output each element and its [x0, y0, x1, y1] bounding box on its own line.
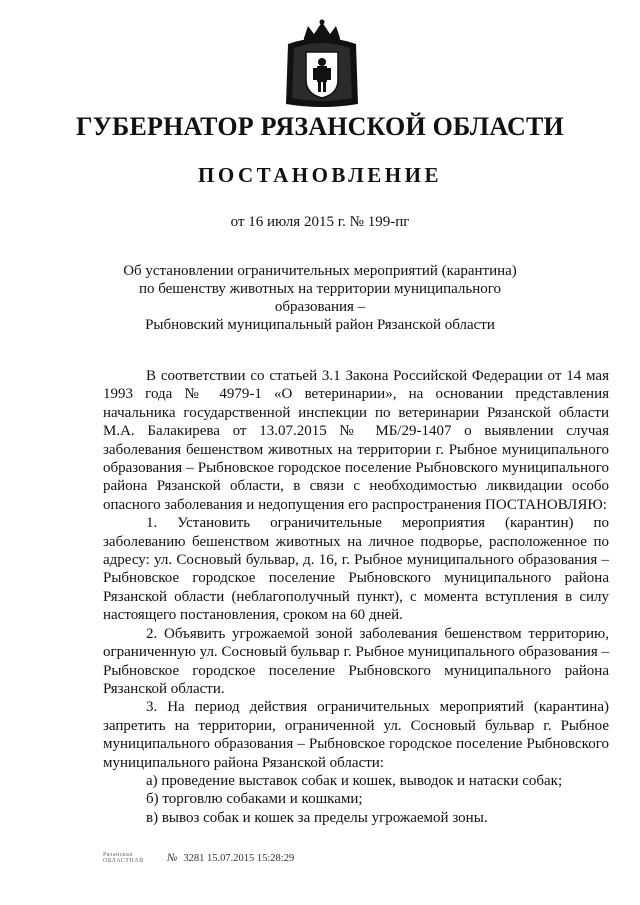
issuer-title: ГУБЕРНАТОР РЯЗАНСКОЙ ОБЛАСТИ — [76, 112, 564, 141]
coat-of-arms-icon — [282, 18, 362, 110]
registration-info: 3281 15.07.2015 15:28:29 — [183, 852, 295, 864]
document-kind: ПОСТАНОВЛЕНИЕ — [198, 163, 442, 187]
document-date-number: от 16 июля 2015 г. № 199-пг — [230, 214, 410, 230]
document-subject — [100, 262, 540, 334]
item-3b: б) торговлю собаками и кошками; — [146, 791, 363, 808]
item-3c: в) вывоз собак и кошек за пределы угрожаемой зоны. — [146, 809, 488, 826]
subject-line: Рыбновский муниципальный район Рязанской области — [145, 317, 495, 333]
subject-line: Об установлении ограничительных мероприятий (карантина) — [123, 263, 517, 279]
item-1: 1. Установить ограничительные мероприятия (карантин) по заболеванию бешенством животных на личное подворье, расположенное по адресу: ул. Сосновый бульвар, д. 16, г. Рыбное муниципального образования – Рыбновское городское поселение Рыбновского муниципального района Рязанской области (неблагополучный пункт), с момента вступления в силу настоящего постановления, сроком на 60 дней. — [103, 515, 609, 624]
preamble-paragraph: В соответствии со статьей 3.1 Закона Российской Федерации от 14 мая 1993 года № 4979-1 «О ветеринарии», на основании представления начальника государственной инспекции по ветеринарии Рязанской области М.А. Балакирева от 13.07.2015 № МБ/29-1407 о выявлении случая заболевания бешенством животных на территории г. Рыбное муниципального образования – Рыбновское городское поселение Рыбновского муниципального района Рязанской области, в связи с необходимостью ликвидации особо опасного заболевания и недопущения его распространения ПОСТАНОВЛЯЮ: — [103, 368, 609, 513]
item-2: 2. Объявить угрожаемой зоной заболевания бешенством территорию, ограниченную ул. Сосновый бульвар г. Рыбное муниципального образования – Рыбновское городское поселение Рыбновского муниципального района Рязанской области. — [103, 625, 609, 697]
subject-line: по бешенству животных на территории муниципального образования – — [138, 281, 502, 315]
registration-footer — [103, 852, 294, 864]
document-body — [103, 367, 609, 827]
number-sign-icon: № — [167, 852, 178, 864]
registry-stamp: Рязанская ОБЛАСТНАЯ — [103, 852, 144, 864]
item-3a: а) проведение выставок собак и кошек, выводок и натаски собак; — [146, 772, 563, 789]
item-3: 3. На период действия ограничительных мероприятий (карантина) запретить на территории, ограниченной ул. Сосновый бульвар г. Рыбное муниципального образования – Рыбновское городское поселение Рыбновского муниципального района Рязанской области: — [103, 699, 609, 771]
